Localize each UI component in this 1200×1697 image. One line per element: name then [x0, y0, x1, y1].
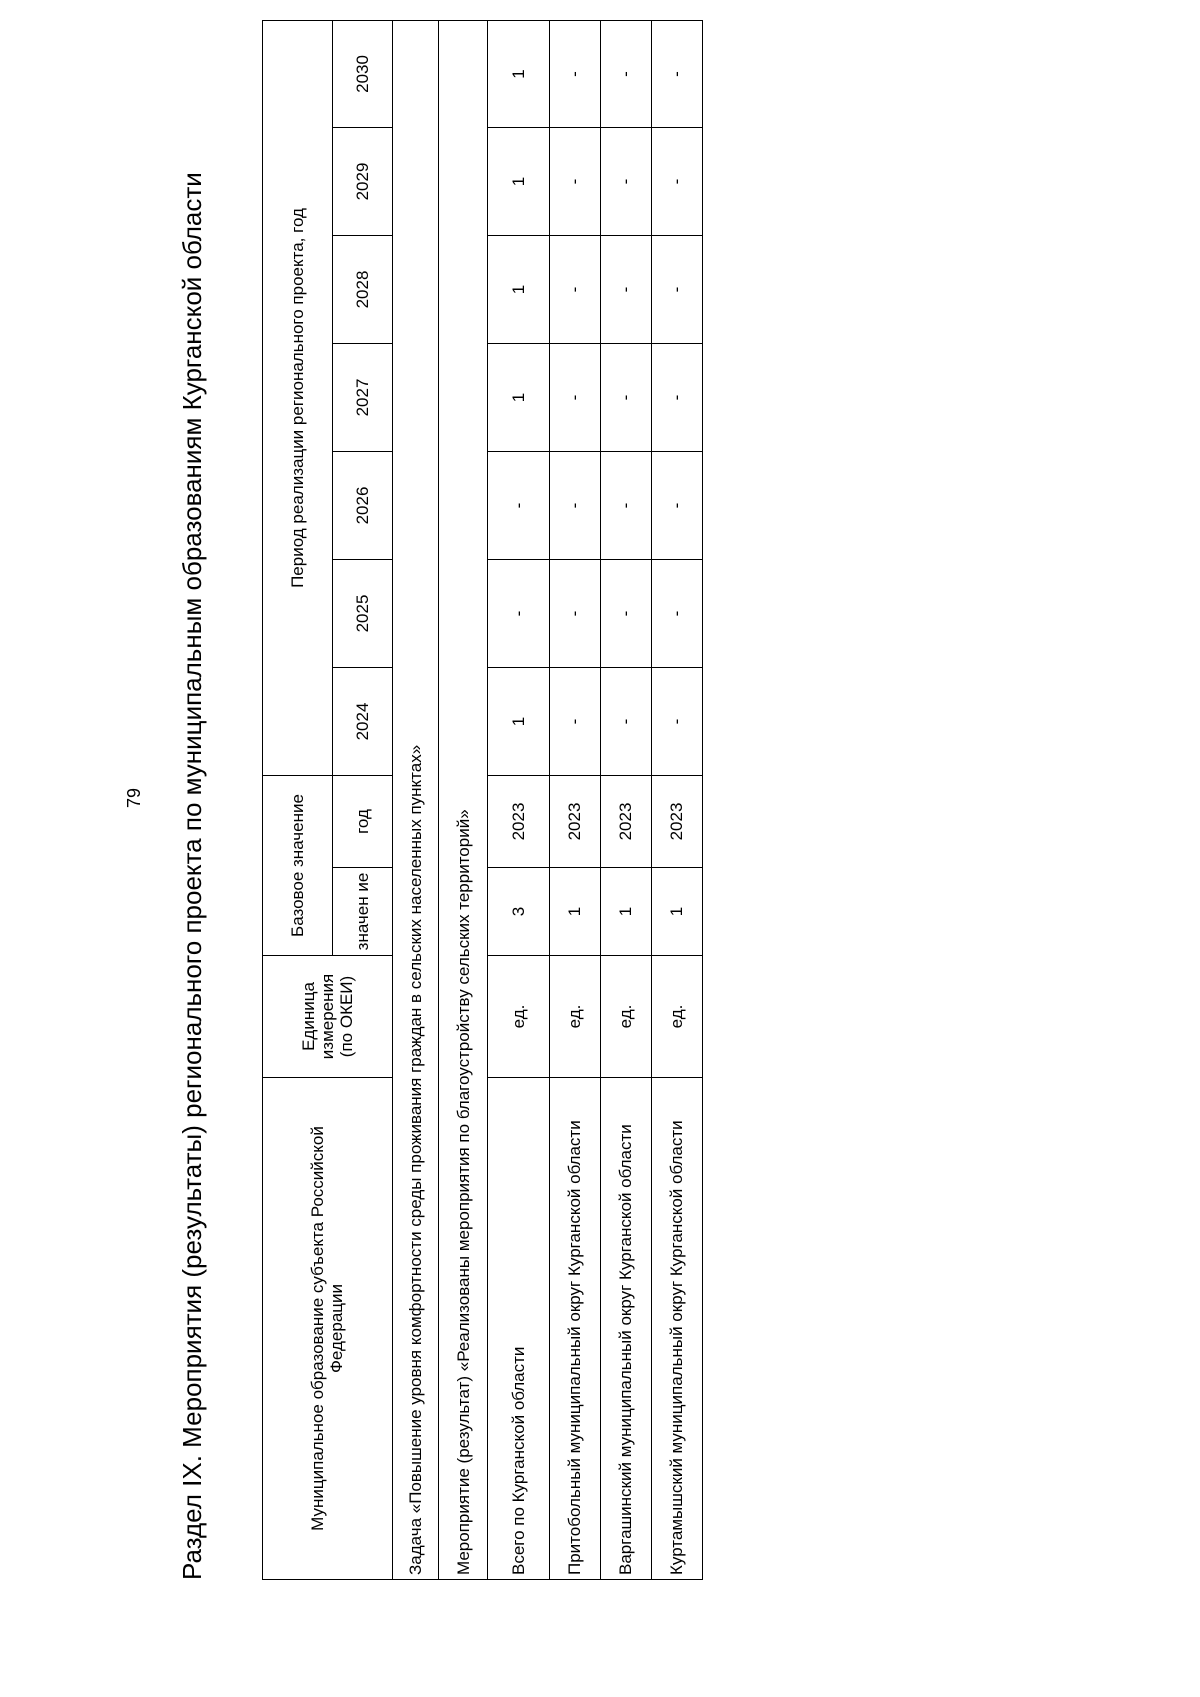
row-value: - [600, 20, 651, 127]
row-value: - [600, 560, 651, 668]
header-row-1 [263, 20, 333, 1579]
section-title: Раздел IX. Мероприятия (результаты) регионального проекта по муниципальным образованиям Курганской области [177, 172, 207, 1580]
row-value: - [488, 560, 550, 668]
row-value: 1 [488, 236, 550, 344]
row-value: - [600, 128, 651, 236]
row-value: - [651, 560, 702, 668]
row-unit: ед. [488, 956, 550, 1078]
header-year: 2024 [333, 668, 393, 776]
row-value: - [549, 560, 600, 668]
row-value: - [651, 128, 702, 236]
row-value: 1 [488, 20, 550, 127]
row-value: - [600, 344, 651, 452]
header-year: 2026 [333, 452, 393, 560]
measure-row [439, 20, 488, 1579]
header-base-value-year: год [333, 776, 393, 868]
row-base-year: 2023 [488, 776, 550, 868]
results-table [262, 20, 703, 1580]
table-row [488, 20, 550, 1579]
row-value: - [600, 236, 651, 344]
row-value: - [549, 20, 600, 127]
row-value: - [651, 344, 702, 452]
header-year: 2028 [333, 236, 393, 344]
row-name: Куртамышский муниципальный округ Курганской области [651, 1078, 702, 1580]
row-value: - [549, 668, 600, 776]
measure-cell: Мероприятие (результат) «Реализованы мероприятия по благоустройству сельских территорий» [439, 20, 488, 1579]
rotated-page-content [170, 20, 710, 1580]
header-year: 2030 [333, 20, 393, 127]
header-unit: Единица измерения (по ОКЕИ) [263, 956, 393, 1078]
row-value: - [549, 452, 600, 560]
page-number: 79 [124, 787, 144, 808]
header-year: 2025 [333, 560, 393, 668]
row-unit: ед. [651, 956, 702, 1078]
table-row [651, 20, 702, 1579]
row-base-value: 3 [488, 868, 550, 956]
table-row [600, 20, 651, 1579]
row-base-year: 2023 [651, 776, 702, 868]
row-base-value: 1 [549, 868, 600, 956]
task-cell: Задача «Повышение уровня комфортности среды проживания граждан в сельских населенных пунктах» [392, 20, 439, 1579]
row-base-year: 2023 [549, 776, 600, 868]
row-base-year: 2023 [600, 776, 651, 868]
header-year: 2027 [333, 344, 393, 452]
row-unit: ед. [549, 956, 600, 1078]
row-value: - [549, 344, 600, 452]
table-row [549, 20, 600, 1579]
row-name: Всего по Курганской области [488, 1078, 550, 1580]
row-base-value: 1 [600, 868, 651, 956]
header-base-value-value: значен ие [333, 868, 393, 956]
row-base-value: 1 [651, 868, 702, 956]
header-period: Период реализации регионального проекта, год [263, 20, 333, 775]
row-value: 1 [488, 668, 550, 776]
row-name: Притобольный муниципальный округ Курганской области [549, 1078, 600, 1580]
row-value: - [651, 236, 702, 344]
row-value: - [651, 452, 702, 560]
header-municipality: Муниципальное образование субъекта Российской Федерации [263, 1078, 393, 1580]
header-base-value: Базовое значение [263, 776, 333, 956]
row-value: - [600, 452, 651, 560]
row-value: - [651, 668, 702, 776]
row-value: 1 [488, 128, 550, 236]
row-value: 1 [488, 344, 550, 452]
row-value: - [488, 452, 550, 560]
task-row [392, 20, 439, 1579]
row-name: Варгашинский муниципальный округ Курганской области [600, 1078, 651, 1580]
row-value: - [549, 128, 600, 236]
row-value: - [651, 20, 702, 127]
header-year: 2029 [333, 128, 393, 236]
row-value: - [600, 668, 651, 776]
row-unit: ед. [600, 956, 651, 1078]
row-value: - [549, 236, 600, 344]
